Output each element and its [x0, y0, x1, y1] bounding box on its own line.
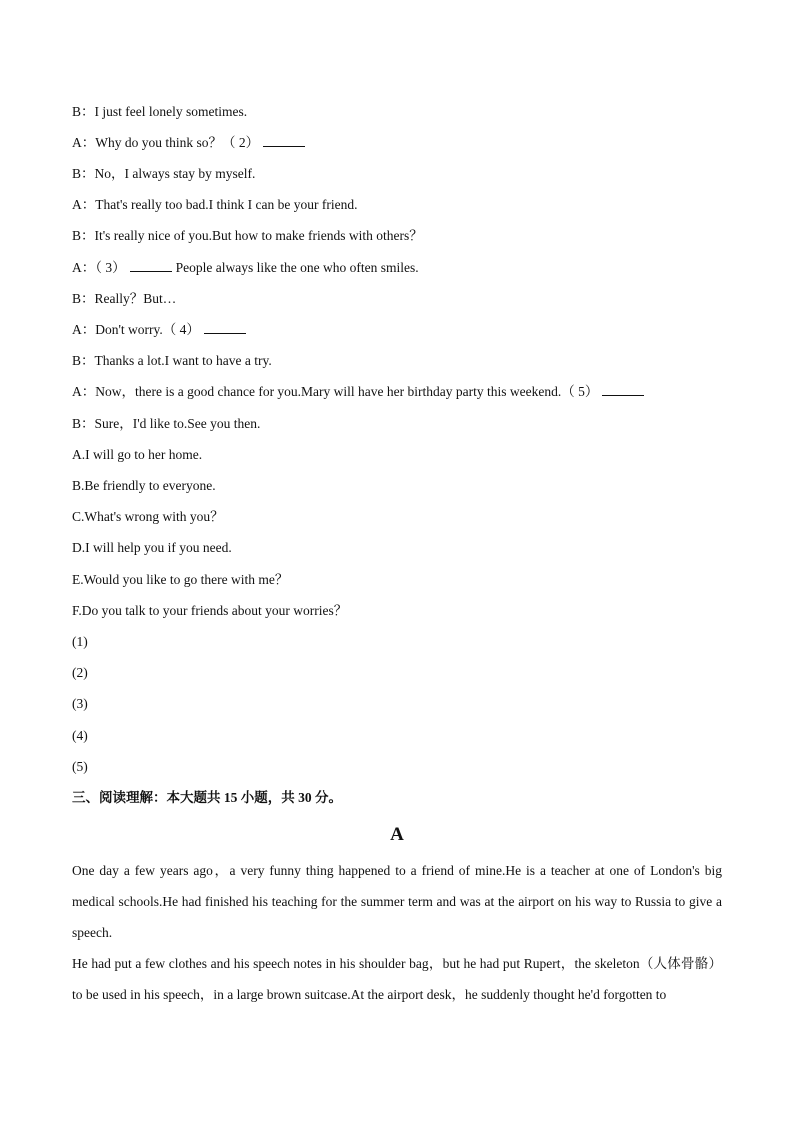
option-item: D.I will help you if you need. — [72, 540, 232, 555]
answer-line: (2) — [72, 665, 88, 680]
answer-line: (5) — [72, 759, 88, 774]
answer-blank[interactable] — [263, 134, 305, 147]
dialogue-line: A：Why do you think so？（ 2） — [72, 134, 724, 152]
option-item: F.Do you talk to your friends about your worries？ — [72, 603, 348, 618]
answer-line: (1) — [72, 634, 88, 649]
dialogue-line: B：Thanks a lot.I want to have a try. — [72, 353, 272, 368]
dialogue-line: B：No，I always stay by myself. — [72, 166, 256, 181]
answer-blank[interactable] — [602, 383, 644, 396]
passage-paragraph: He had put a few clothes and his speech notes in his shoulder bag，but he had put Rupert，the skeleton（人体骨骼）to be used in his speech，in a large brown suitcase.At the airport desk，he suddenly thought he'd forgotten to — [72, 956, 722, 1002]
dialogue-line: B：Really？But… — [72, 291, 177, 306]
answer-blank[interactable] — [204, 321, 246, 334]
answer-line: (3) — [72, 696, 88, 711]
option-item: A.I will go to her home. — [72, 447, 203, 462]
dialogue-line: A：Don't worry.（ 4） — [72, 321, 724, 339]
dialogue-line: A：（ 3） People always like the one who often smiles. — [72, 260, 419, 275]
dialogue-line: B：I just feel lonely sometimes. — [72, 104, 248, 119]
dialogue-line: B：Sure，I'd like to.See you then. — [72, 416, 261, 431]
option-item: C.What's wrong with you？ — [72, 509, 224, 524]
option-item: B.Be friendly to everyone. — [72, 478, 216, 493]
passage-body — [72, 855, 722, 1010]
dialogue-line: B：It's really nice of you.But how to make friends with others？ — [72, 228, 423, 243]
dialogue-line: A：That's really too bad.I think I can be your friend. — [72, 197, 358, 212]
passage-paragraph: One day a few years ago，a very funny thing happened to a friend of mine.He is a teacher at one of London's big medical schools.He had finished his teaching for the summer term and was at the airport on his way to Russia to give a speech. — [72, 863, 722, 940]
answer-line: (4) — [72, 728, 88, 743]
section-title: 三、阅读理解：本大题共 15 小题，共 30 分。 — [72, 790, 342, 805]
passage-heading: A — [390, 824, 404, 845]
answer-blank[interactable] — [130, 259, 172, 272]
dialogue-line: A：Now，there is a good chance for you.Mary will have her birthday party this weekend.（ 5） — [72, 383, 724, 401]
option-item: E.Would you like to go there with me？ — [72, 572, 289, 587]
